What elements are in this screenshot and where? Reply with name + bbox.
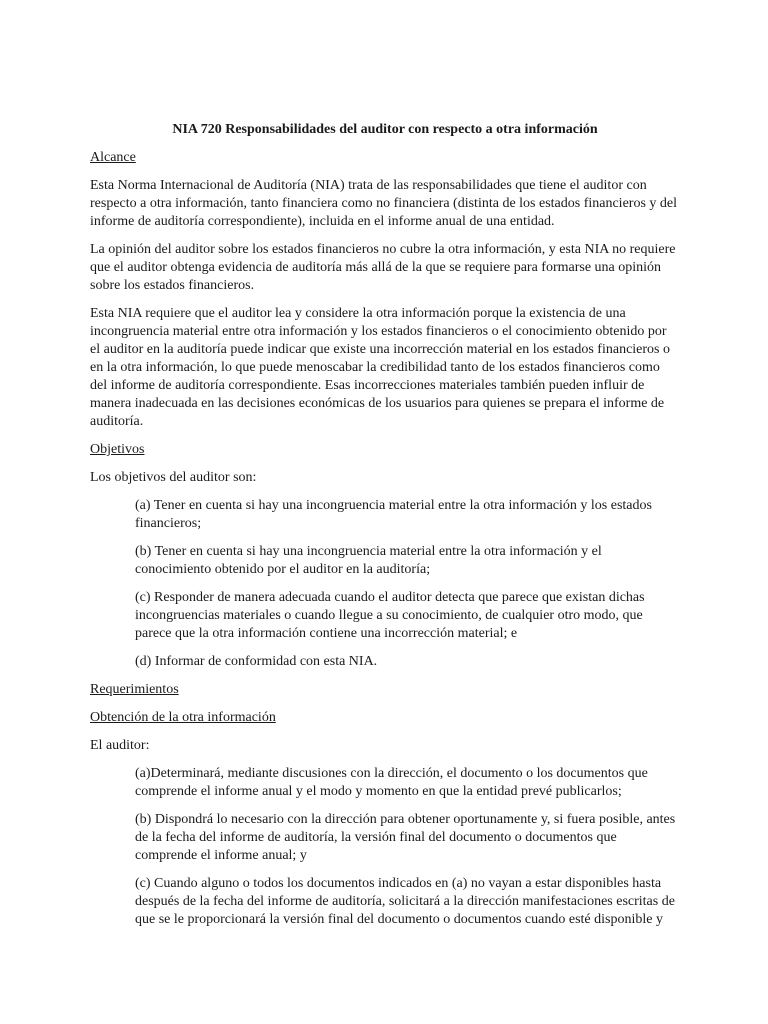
list-item: (a)Determinará, mediante discusiones con la dirección, el documento o los documentos que comprende el informe anual y el modo y momento en que la entidad prevé publicarlos; xyxy=(135,766,648,799)
paragraph: La opinión del auditor sobre los estados financieros no cubre la otra información, y esta NIA no requiere que el auditor obtenga evidencia de auditoría más allá de la que se requiere para formarse una opinión sobre los estados financieros. xyxy=(90,242,676,293)
list-item: (b) Dispondrá lo necesario con la dirección para obtener oportunamente y, si fuera posible, antes de la fecha del informe de auditoría, la versión final del documento o documentos que comprende el informe anual; y xyxy=(135,812,676,863)
paragraph: Los objetivos del auditor son: xyxy=(90,470,257,485)
paragraph: Esta NIA requiere que el auditor lea y considere la otra información porque la existencia de una incongruencia material entre otra información y los estados financieros o el conocimiento obtenido por el auditor en la auditoría puede indicar que existe una incorrección material en los estados financieros o en la otra información, lo que puede menoscabar la credibilidad tanto de los estados financieros como del informe de auditoría correspondiente. Esas incorrecciones materiales también pueden influir de manera inadecuada en las decisiones económicas de los usuarios para quienes se prepara el informe de auditoría. xyxy=(90,306,670,429)
list-item: (c) Cuando alguno o todos los documentos indicados en (a) no vayan a estar disponibles hasta después de la fecha del informe de auditoría, solicitará a la dirección manifestaciones escritas de que se le proporcionará la versión final del documento o documentos cuando esté disponible y xyxy=(135,876,675,927)
paragraph: El auditor: xyxy=(90,738,150,753)
document-page xyxy=(90,121,680,939)
list-item: (b) Tener en cuenta si hay una incongruencia material entre la otra información y el conocimiento obtenido por el auditor en la auditoría; xyxy=(135,544,602,577)
document-title: NIA 720 Responsabilidades del auditor con respecto a otra información xyxy=(172,122,598,137)
section-heading-objetivos: Objetivos xyxy=(90,442,145,457)
subsection-heading: Obtención de la otra información xyxy=(90,710,276,725)
section-heading-requerimientos: Requerimientos xyxy=(90,682,179,697)
section-heading-alcance: Alcance xyxy=(90,150,136,165)
paragraph: Esta Norma Internacional de Auditoría (NIA) trata de las responsabilidades que tiene el auditor con respecto a otra información, tanto financiera como no financiera (distinta de los estados financieros y del informe de auditoría correspondiente), incluida en el informe anual de una entidad. xyxy=(90,178,678,229)
list-item: (a) Tener en cuenta si hay una incongruencia material entre la otra información y los estados financieros; xyxy=(135,498,652,531)
list-item: (d) Informar de conformidad con esta NIA. xyxy=(135,654,378,669)
list-item: (c) Responder de manera adecuada cuando el auditor detecta que parece que existan dichas incongruencias materiales o cuando llegue a su conocimiento, de cualquier otro modo, que parece que la otra información contiene una incorrección material; e xyxy=(135,590,645,641)
